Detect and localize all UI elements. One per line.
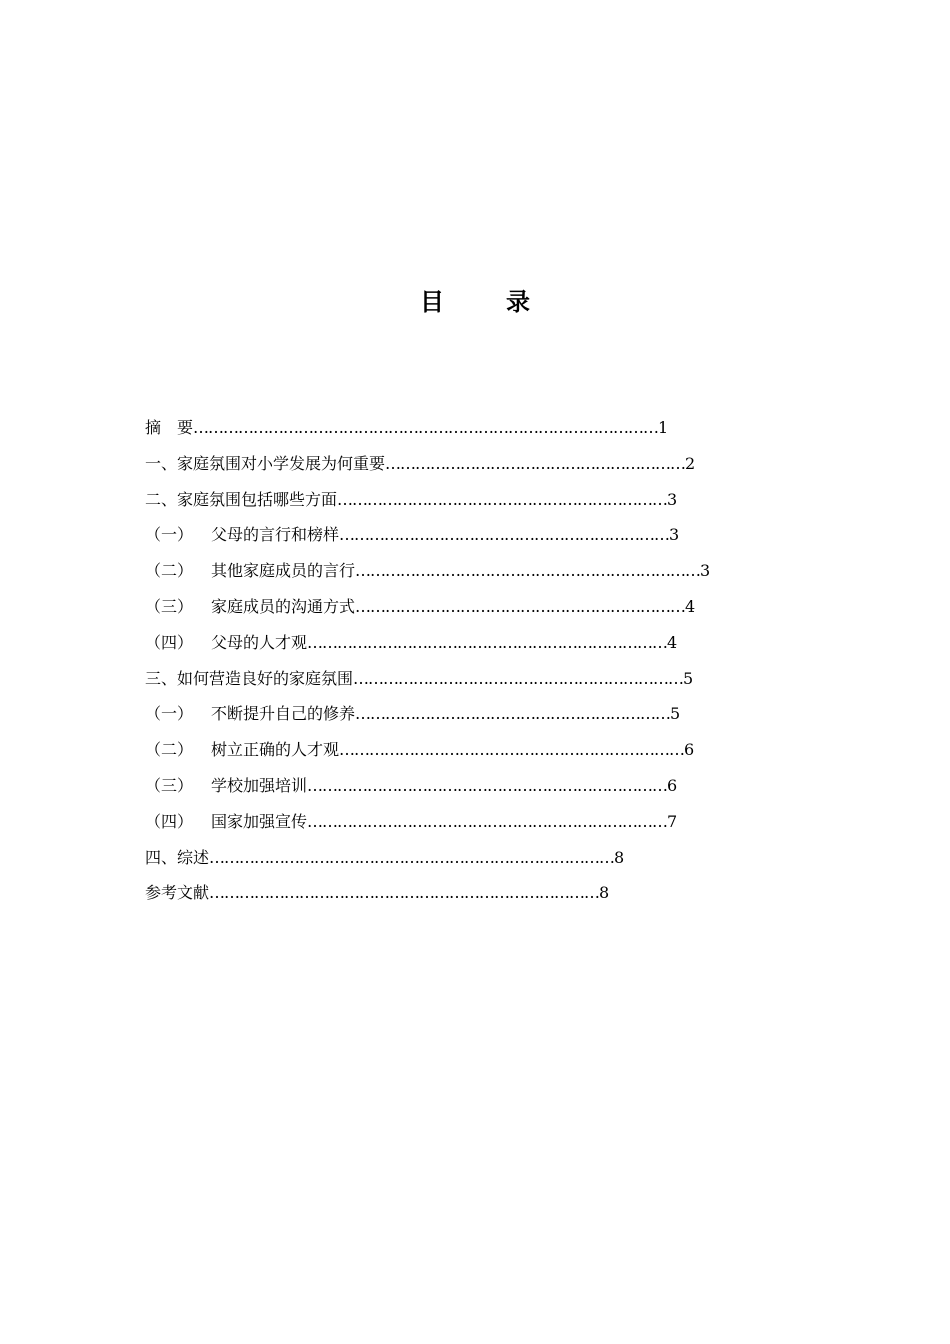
toc-entry-text: 参考文献	[145, 883, 210, 903]
toc-entry-section-3-2[interactable]	[145, 732, 845, 768]
toc-entry-section-2-4[interactable]	[145, 625, 845, 661]
toc-entry-number: （三）	[145, 596, 194, 616]
toc-entry-text: 二、家庭氛围包括哪些方面	[145, 489, 338, 509]
toc-page-number: 8	[614, 847, 625, 867]
toc-entry-text: 树立正确的人才观	[211, 740, 340, 760]
toc-page-number: 4	[667, 632, 678, 652]
toc-page-number: 3	[669, 525, 680, 545]
toc-entry-section-3[interactable]	[145, 661, 845, 697]
toc-entry-section-2-2[interactable]	[145, 553, 845, 589]
toc-leader-dots: …………………………………………………………	[337, 489, 668, 509]
toc-entry-text: 父母的人才观	[211, 632, 308, 652]
toc-leader-dots: ………………………………………………………	[355, 704, 671, 724]
toc-page-number: 1	[658, 418, 669, 437]
toc-entry-text: 学校加强培训	[211, 775, 308, 795]
toc-page-number: 6	[667, 775, 678, 795]
toc-entry-text: 国家加强宣传	[211, 811, 308, 831]
toc-leader-dots: …………………………………………………………	[353, 668, 684, 688]
toc-page-number: 2	[685, 453, 696, 473]
title-char-2: 录	[506, 288, 530, 316]
toc-entry-number: （一）	[145, 704, 194, 724]
toc-leader-dots: …………………………………………………………	[355, 596, 686, 616]
toc-entry-text: 其他家庭成员的言行	[211, 561, 356, 581]
page-title	[0, 282, 950, 317]
toc-entry-number: （三）	[145, 775, 194, 795]
toc-entry-number: （二）	[145, 561, 194, 581]
toc-entry-number: （四）	[145, 811, 194, 831]
toc-entry-section-4[interactable]	[145, 840, 845, 876]
toc-entry-section-2[interactable]	[145, 482, 845, 518]
toc-page-number: 6	[684, 740, 695, 760]
toc-leader-dots: ………………………………………………………………	[307, 775, 668, 795]
toc-entry-number: （四）	[145, 632, 194, 652]
toc-entry-number: （一）	[145, 525, 194, 545]
toc-leader-dots: ………………………………………………………………	[307, 632, 668, 652]
toc-entry-text: 父母的言行和榜样	[211, 525, 340, 545]
toc-leader-dots: …………………………………………………………	[339, 525, 670, 545]
toc-entry-text: 一、家庭氛围对小学发展为何重要	[145, 453, 386, 473]
toc-entry-section-3-4[interactable]	[145, 804, 845, 840]
toc-page-number: 4	[685, 596, 696, 616]
toc-leader-dots: ………………………………………………………………	[307, 811, 668, 831]
toc-leader-dots: ……………………………………………………	[385, 453, 686, 473]
toc-leader-dots: ……………………………………………………………………	[209, 883, 600, 903]
toc-entry-section-3-1[interactable]	[145, 696, 845, 732]
toc-leader-dots: ……………………………………………………………	[355, 561, 701, 581]
toc-entry-section-2-3[interactable]	[145, 589, 845, 625]
toc-entry-text: 不断提升自己的修养	[211, 704, 356, 724]
toc-page-number: 5	[670, 704, 681, 724]
table-of-contents	[145, 410, 845, 911]
toc-entry-abstract[interactable]	[145, 410, 845, 446]
toc-entry-section-2-1[interactable]	[145, 517, 845, 553]
toc-page-number: 5	[683, 668, 694, 688]
toc-leader-dots: …………………………………………………………………………………	[193, 418, 659, 437]
toc-page-number: 3	[667, 489, 678, 509]
title-char-1: 目	[420, 288, 444, 316]
toc-leader-dots: ……………………………………………………………	[339, 740, 685, 760]
toc-page-number: 8	[599, 883, 610, 903]
toc-entry-number: （二）	[145, 740, 194, 760]
toc-entry-references[interactable]	[145, 875, 845, 911]
toc-entry-text: 家庭成员的沟通方式	[211, 596, 356, 616]
toc-page-number: 7	[667, 811, 678, 831]
toc-entry-section-1[interactable]	[145, 446, 845, 482]
toc-entry-text: 三、如何营造良好的家庭氛围	[145, 668, 354, 688]
toc-leader-dots: ………………………………………………………………………	[209, 847, 615, 867]
toc-entry-text: 摘 要	[145, 418, 194, 437]
toc-entry-section-3-3[interactable]	[145, 768, 845, 804]
toc-entry-text: 四、综述	[145, 847, 210, 867]
toc-page-number: 3	[700, 561, 711, 581]
